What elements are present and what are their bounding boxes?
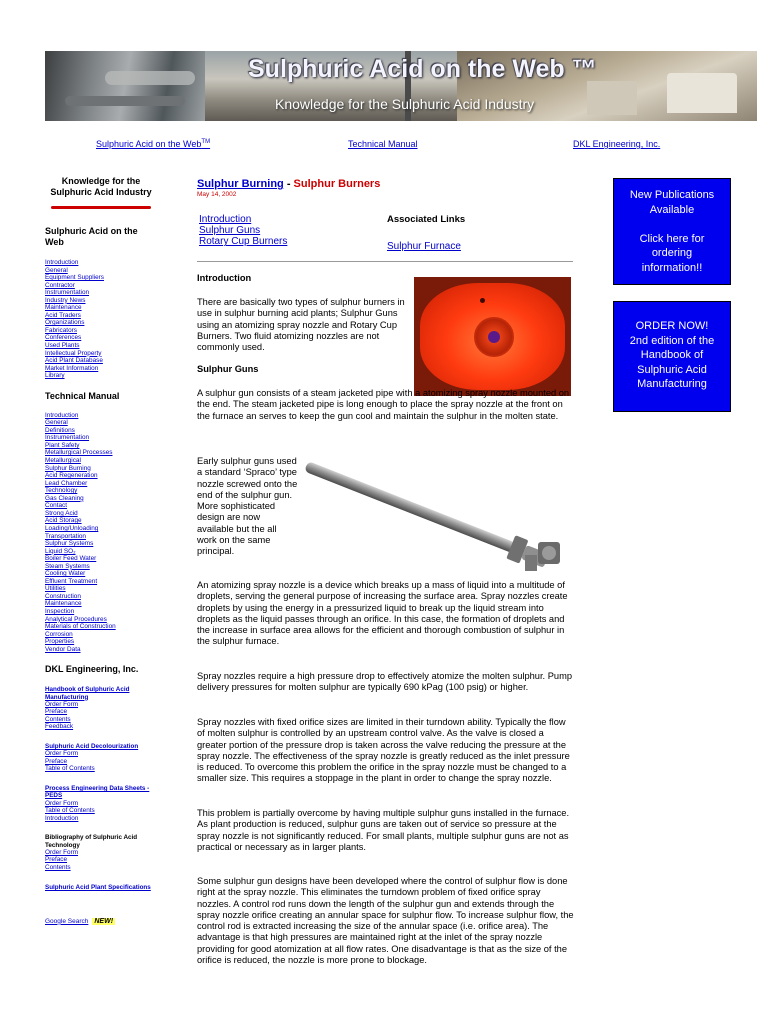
google-search-link[interactable]: Google Search xyxy=(45,917,89,925)
sidebar-link[interactable]: Definitions xyxy=(45,426,75,434)
sidebar-link[interactable]: Sulphur Systems xyxy=(45,540,94,548)
ad-line: ordering xyxy=(651,247,693,259)
toc-link[interactable]: Rotary Cup Burners xyxy=(199,236,288,248)
content-divider xyxy=(197,261,573,262)
peephole xyxy=(480,298,485,303)
sidebar-link[interactable]: Contact xyxy=(45,502,68,510)
sidebar-link[interactable]: Vendor Data xyxy=(45,645,81,653)
biblio-sublink[interactable]: Order Form xyxy=(45,848,79,856)
heading-introduction: Introduction xyxy=(197,273,252,283)
sidebar-link[interactable]: Conferences xyxy=(45,334,82,342)
sidebar-link[interactable]: Acid Regeneration xyxy=(45,472,98,480)
banner-subtitle: Knowledge for the Sulphuric Acid Industry xyxy=(275,96,535,112)
furnace-image xyxy=(414,277,571,396)
sulphur-gun-image xyxy=(300,460,573,578)
sidebar-link[interactable]: Equipment Suppliers xyxy=(45,274,104,282)
sidebar-link[interactable]: Technology xyxy=(45,487,78,495)
peds-group xyxy=(45,785,157,822)
handbook-sublink[interactable]: Feedback xyxy=(45,723,74,731)
sidebar-tagline: Knowledge for the Sulphuric Acid Industry xyxy=(50,176,152,197)
banner-pipe xyxy=(65,96,185,106)
nav-dkl-link[interactable]: DKL Engineering, Inc. xyxy=(573,139,661,149)
toc-link[interactable]: Introduction xyxy=(199,214,252,225)
paragraph: Some sulphur gun designs have been developed where the control of sulphur flow is done right at the spray nozzle. This eliminates the turndown problem of fixed orifice spray nozzles. A control rod runs down the length of the sulphur gun and extends through the spray nozzle orifice creating an annular space for sulphur flow. To increase sulphur flow, the control rod is extracted increasing the size of the annular space (i.e. orifice area). The advantage is that high pressures are maintained right at the inlet of the spray nozzle providing for good atomization at all flow rates. One disadvantage is that as the size of the orifice is reduced, the nozzle is more prone to blockage. xyxy=(197,876,574,966)
paragraph: An atomizing spray nozzle is a device which breaks up a mass of liquid into a multitude of droplets, serving the general purpose of increasing the surface area. Spray nozzles create droplets by using the energy in a pressurized liquid to break up the liquid stream into droplets as the liquid passes through an orifice. In this case, the formation of droplets and the increase in surface area allows for the efficient and thorough combustion of sulphur in the sulphur furnace. xyxy=(197,580,568,647)
plant-specs-group xyxy=(45,884,157,891)
paragraph: There are basically two types of sulphur burners in use in sulphur burning acid plants; Sulphur Guns using an atomizing spray nozzle and Rotary Cup Burners. Two fluid atomizing nozzles are not commonly used. xyxy=(197,297,405,353)
title-highlight: Sulphur Burners xyxy=(293,178,381,190)
plant-specs-link[interactable]: Sulphuric Acid Plant Specifications xyxy=(45,884,151,892)
sidebar-link[interactable]: Intellectual Property xyxy=(45,349,102,357)
gun-pipe xyxy=(304,461,517,554)
sidebar-section-title: Sulphuric Acid on the Web xyxy=(45,226,138,247)
sidebar-link[interactable]: Library xyxy=(45,372,65,380)
sidebar-link[interactable]: Instrumentation xyxy=(45,434,90,442)
new-badge: NEW! xyxy=(94,917,114,925)
page-date: May 14, 2002 xyxy=(197,191,237,198)
decolour-sublink[interactable]: Preface xyxy=(45,757,68,765)
sidebar-link[interactable]: Analytical Procedures xyxy=(45,615,107,623)
banner-title: Sulphuric Acid on the Web ™ xyxy=(248,55,597,83)
decolour-sublink[interactable]: Table of Contents xyxy=(45,765,95,773)
banner-tank xyxy=(587,81,637,115)
gun-inlet xyxy=(525,555,537,571)
sidebar-link[interactable]: Liquid SO₂ xyxy=(45,547,76,555)
sidebar-link[interactable]: Construction xyxy=(45,592,81,600)
sidebar-link[interactable]: Organizations xyxy=(45,319,85,327)
nav-manual-link[interactable]: Technical Manual xyxy=(348,139,418,149)
sidebar-link[interactable]: Instrumentation xyxy=(45,289,90,297)
handbook-sublink[interactable]: Contents xyxy=(45,715,71,723)
title-link[interactable]: Sulphur Burning xyxy=(197,178,284,190)
handbook-link[interactable]: Handbook of Sulphuric Acid Manufacturing xyxy=(45,686,130,701)
sidebar-link[interactable]: Cooling Water xyxy=(45,570,86,578)
associated-links-title: Associated Links xyxy=(387,214,466,225)
paragraph: Early sulphur guns used a standard ‘Spraco’ type nozzle screwed onto the end of the sulphur gun. More sophisticated design are now available but the all work on the same principal. xyxy=(197,456,298,557)
sidebar xyxy=(45,176,157,925)
nav-home-link[interactable] xyxy=(96,139,210,149)
trademark-sup: TM xyxy=(201,139,211,145)
sidebar-link[interactable]: Corrosion xyxy=(45,630,73,638)
sidebar-link[interactable]: Market Information xyxy=(45,364,99,372)
handbook-group xyxy=(45,686,157,731)
handbook-sublink[interactable]: Order Form xyxy=(45,700,79,708)
handbook-links xyxy=(45,701,157,731)
sidebar-section-links xyxy=(45,412,157,654)
heading-sulphur-guns: Sulphur Guns xyxy=(197,364,259,374)
paragraph: This problem is partially overcome by having multiple sulphur guns installed in the furnace. As plant production is reduced, sulphur guns are taken out of service so pressure at the spray nozzle is not significantly reduced. For small plants, multiple sulphur guns are not as practical or necessary as in larger plants. xyxy=(197,808,570,852)
paragraph: Spray nozzles require a high pressure drop to effectively atomize the molten sulphur. Pump delivery pressures for molten sulphur are typically 690 kPag (100 psig) or higher. xyxy=(197,671,573,693)
peds-sublink[interactable]: Order Form xyxy=(45,799,79,807)
sidebar-link[interactable]: Industry News xyxy=(45,296,86,304)
peds-sublink[interactable]: Table of Contents xyxy=(45,807,95,815)
title-separator: - xyxy=(283,178,294,190)
site-banner xyxy=(45,51,757,121)
sidebar-link[interactable]: Fabricators xyxy=(45,326,77,334)
biblio-group xyxy=(45,834,157,871)
ad-line: Click here for xyxy=(639,232,705,245)
sulphur-furnace-link[interactable]: Sulphur Furnace xyxy=(387,241,461,252)
peds-links xyxy=(45,800,157,823)
ad-line: Sulphuric Acid xyxy=(637,363,707,376)
banner-tank xyxy=(667,73,737,113)
ad-line: New Publications xyxy=(629,189,715,201)
sidebar-link[interactable]: Materials of Construction xyxy=(45,623,116,631)
sidebar-link[interactable]: Acid Plant Database xyxy=(45,357,103,365)
sidebar-link[interactable]: Boiler Feed Water xyxy=(45,555,97,563)
sidebar-link[interactable]: Maintenance xyxy=(45,304,82,312)
handbook-sublink[interactable]: Preface xyxy=(45,708,68,716)
decolour-group xyxy=(45,743,157,773)
nav-home-label: Sulphuric Acid on the Web xyxy=(96,139,202,149)
ad-line xyxy=(614,217,730,232)
paragraph: A sulphur gun consists of a steam jacketed pipe with a atomizing spray nozzle mounted on the end. The steam jacketed pipe is long enough to place the spray nozzle at the front on the furnace an serves to keep the gun cool and maintain the sulphur in the molten state. xyxy=(197,388,570,421)
google-group xyxy=(45,918,157,925)
peds-link[interactable]: Process Engineering Data Sheets - PEDS xyxy=(45,784,150,800)
sidebar-link[interactable]: Steam Systems xyxy=(45,562,90,570)
sidebar-link[interactable]: Sulphur Burning xyxy=(45,464,91,472)
paragraph: Spray nozzles with fixed orifice sizes are limited in their turndown ability. Typically the flow of molten sulphur is controlled by an upstream control valve. As the valve is closed a greater portion of the pressure drop is taken across the valve reducing the pressure at the spray nozzle. The effectiveness of the spray nozzle is greatly reduced as the inlet pressure is reduced. To overcome this problem the orifice in the spray nozzle must be changed to a smaller size. This requires a stoppage in the plant in order to change the spray nozzle. xyxy=(197,717,570,784)
banner-pipe xyxy=(105,71,195,85)
sidebar-link[interactable]: Utilities xyxy=(45,585,66,593)
ad-line: Handbook of xyxy=(640,349,704,361)
sidebar-link[interactable]: Introduction xyxy=(45,411,79,419)
sidebar-link[interactable]: Transportation xyxy=(45,532,86,540)
gun-valve-wheel xyxy=(542,546,556,560)
sidebar-link[interactable]: Metallurgical Processes xyxy=(45,449,113,457)
page-title xyxy=(197,178,575,190)
decolour-link[interactable]: Sulphuric Acid Decolourization xyxy=(45,743,139,751)
sidebar-link[interactable]: Used Plants xyxy=(45,342,80,350)
ad-line: Manufacturing xyxy=(637,378,707,390)
sidebar-link[interactable]: Introduction xyxy=(45,259,79,266)
sidebar-link[interactable]: Inspection xyxy=(45,607,75,615)
sidebar-link[interactable]: Maintenance xyxy=(45,600,82,608)
ad-line: information!! xyxy=(641,261,703,274)
sidebar-section-title: Technical Manual xyxy=(45,390,120,401)
sidebar-link[interactable]: General xyxy=(45,419,68,427)
peds-sublink[interactable]: Introduction xyxy=(45,814,79,822)
nozzle-tip xyxy=(488,331,500,343)
sidebar-link[interactable]: Acid Traders xyxy=(45,311,81,319)
red-divider xyxy=(51,206,151,209)
sidebar-section-links xyxy=(45,259,157,380)
banner-photo-equipment xyxy=(45,51,205,121)
decolour-links xyxy=(45,750,157,773)
sidebar-link[interactable]: Metallurgical xyxy=(45,457,81,465)
sidebar-link[interactable]: Gas Cleaning xyxy=(45,494,84,502)
ad-line: Available xyxy=(649,203,695,216)
biblio-sublink[interactable]: Contents xyxy=(45,863,71,871)
toc-list xyxy=(199,214,287,248)
order-handbook-ad[interactable] xyxy=(613,301,731,412)
sidebar-link[interactable]: Strong Acid xyxy=(45,509,78,517)
sidebar-link[interactable]: Lead Chamber xyxy=(45,479,88,487)
biblio-links xyxy=(45,849,157,872)
sidebar-link[interactable]: Loading/Unloading xyxy=(45,524,99,532)
sidebar-section-title: DKL Engineering, Inc. xyxy=(45,664,139,675)
sidebar-link[interactable]: Contractor xyxy=(45,281,75,289)
decolour-sublink[interactable]: Order Form xyxy=(45,750,79,758)
sidebar-link[interactable]: Properties xyxy=(45,638,75,646)
sidebar-link[interactable]: General xyxy=(45,266,68,274)
toc-link[interactable]: Sulphur Guns xyxy=(199,225,261,237)
main-content xyxy=(197,178,575,198)
sidebar-link[interactable]: Plant Safety xyxy=(45,441,80,449)
biblio-title: Bibliography of Sulphuric Acid Technology xyxy=(45,834,138,849)
ad-line: 2nd edition of the xyxy=(629,334,715,347)
sidebar-link[interactable]: Acid Storage xyxy=(45,517,82,525)
new-publications-ad[interactable] xyxy=(613,178,731,285)
biblio-sublink[interactable]: Preface xyxy=(45,856,68,864)
ad-line: ORDER NOW! xyxy=(635,320,709,332)
sidebar-link[interactable]: Effluent Treatment xyxy=(45,577,98,585)
